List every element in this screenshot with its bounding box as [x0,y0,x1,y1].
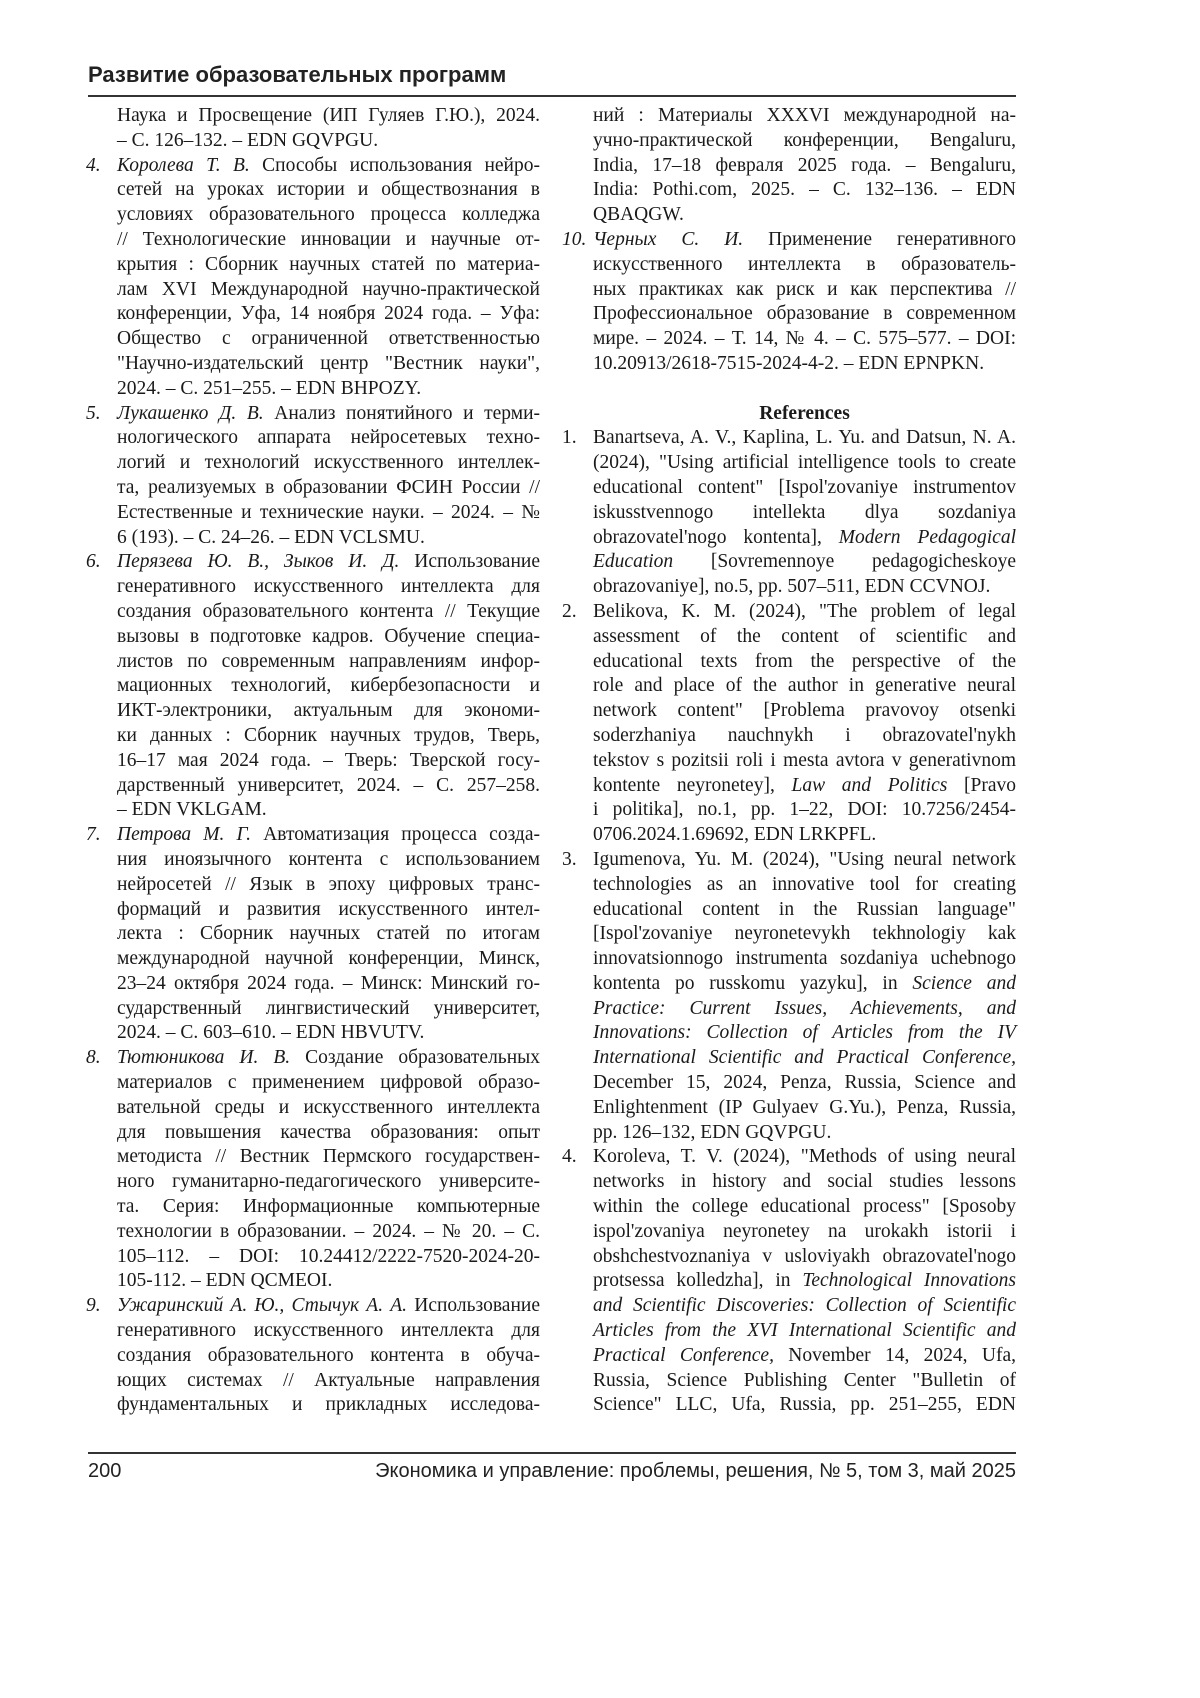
reference-number: 2. [562,600,577,625]
text-line: та, реализуемых в образовании ФСИН России // [117,476,540,501]
text-line: educational content in the Russian language" [593,898,1016,923]
text-line: 23–24 октября 2024 года. – Минск: Минский го- [117,972,540,997]
text-line: 6 (193). – С. 24–26. – EDN VCLSMU. [117,526,540,551]
italic-text: Education [593,551,673,572]
text-line: формаций и развития искусственного интел- [117,898,540,923]
text-line: Banartseva, A. V., Kaplina, L. Yu. and Datsun, N. A. [593,426,1016,451]
right-column [562,104,1062,1418]
text-line: India: Pothi.com, 2025. – С. 132–136. – EDN [593,178,1016,203]
text-line: "Научно-издательский центр "Вестник науки", [117,352,540,377]
text-line: ispol'zovaniya neyronetey na urokakh istorii i [593,1220,1016,1245]
text-line [593,1021,1016,1046]
text-line: Russia, Science Publishing Center "Bulletin of [593,1369,1016,1394]
text-line: технологии в образовании. – 2024. – № 20. – С. [117,1220,540,1245]
header-rule [88,95,1016,97]
reference-entry [86,1294,586,1418]
text-line: создания образовательного контента // Текущие [117,600,540,625]
references-heading: References [593,377,1016,427]
text-line: India, 17–18 февраля 2025 года. – Bengaluru, [593,154,1016,179]
text-line [593,1344,1016,1369]
text-line: technologies as an innovative tool for creating [593,873,1016,898]
italic-text: Practical Conference, [593,1345,774,1366]
reference-number: 8. [86,1046,101,1071]
text-line: фундаментальных и прикладных исследова- [117,1393,540,1418]
text-line [593,550,1016,575]
reference-entry [86,1046,586,1294]
footer-rule [88,1452,1016,1454]
text-line: Koroleva, T. V. (2024), "Methods of using neural [593,1145,1016,1170]
text-line: obrazovaniye], no.5, pp. 507–511, EDN CCVNOJ. [593,575,1016,600]
text-line: ных практиках как риск и как перспектива // [593,278,1016,303]
text-line: дарственный университет, 2024. – С. 257–258. [117,774,540,799]
text-line [593,774,1016,799]
text-line: нологического аппарата нейросетевых техно- [117,426,540,451]
italic-text: Перязева Ю. В., Зыков И. Д. [117,551,399,572]
text-line: мире. – 2024. – Т. 14, № 4. – С. 575–577. – DOI: [593,327,1016,352]
text-line: i politika], no.1, pp. 1–22, DOI: 10.7256/2454- [593,798,1016,823]
reference-entry [86,550,586,823]
italic-text: and Scientific Discoveries: Collection of Scientific [593,1295,1016,1316]
reference-entry [562,848,1062,1146]
text-line [593,1319,1016,1344]
text-segment: [Pravo [947,775,1016,796]
text-line: educational texts from the perspective of the [593,650,1016,675]
text-line: ния иноязычного контента с использованием [117,848,540,873]
text-line: innovatsionnogo instrumenta sozdaniya uchebnogo [593,947,1016,972]
text-line [593,1046,1016,1071]
page-number: 200 [88,1460,121,1483]
text-segment: obrazovatel'nogo kontenta], [593,527,839,548]
text-line: листов по современным направлениям инфор- [117,650,540,675]
text-segment: Способы использования нейро- [250,155,540,176]
reference-entry [562,104,1062,228]
reference-entry [562,426,1062,600]
text-line [117,402,540,427]
text-line: 10.20913/2618-7515-2024-4-2. – EDN EPNPKN. [593,352,1016,377]
text-line: сетей на уроках истории и обществознания в [117,178,540,203]
text-line: международной научной конференции, Минск, [117,947,540,972]
text-line: Belikova, K. M. (2024), "The problem of legal [593,600,1016,625]
text-line: – EDN VKLGAM. [117,798,540,823]
left-column [86,104,586,1418]
text-line [117,1046,540,1071]
text-line: obshchestvoznaniya v usloviyakh obrazovatel'nogo [593,1245,1016,1270]
text-segment: Использование [399,551,540,572]
text-line: ний : Материалы XXXVI международной на- [593,104,1016,129]
text-line: учно-практической конференции, Bengaluru, [593,129,1016,154]
italic-text: Science and [912,973,1016,994]
text-line: pp. 126–132, EDN GQVPGU. [593,1121,1016,1146]
text-line: генеративного искусственного интеллекта для [117,575,540,600]
reference-number: 5. [86,402,101,427]
reference-entry [86,104,586,154]
italic-text: Ужаринский А. Ю., Стычук А. А. [117,1295,407,1316]
reference-number: 9. [86,1294,101,1319]
text-line: ИКТ-электроники, актуальным для экономи- [117,699,540,724]
text-line: tekstov s pozitsii roli i mesta avtora v generativnom [593,749,1016,774]
text-line [117,550,540,575]
text-line: (2024), "Using artificial intelligence tools to create [593,451,1016,476]
text-segment: kontenta po russkomu yazyku], in [593,973,912,994]
text-line: 105-112. – EDN QCMEOI. [117,1269,540,1294]
text-line: лекта : Сборник научных статей по итогам [117,922,540,947]
reference-entry [86,823,586,1046]
text-line: // Технологические инновации и научные от- [117,228,540,253]
italic-text: Practice: Current Issues, Achievements, and [593,998,1016,1019]
text-line: Science" LLC, Ufa, Russia, pp. 251–255, EDN [593,1393,1016,1418]
reference-entry [562,600,1062,848]
reference-entry [86,154,586,402]
text-line [117,1294,540,1319]
text-line: within the college educational process" [Sposoby [593,1195,1016,1220]
text-line [117,823,540,848]
text-line: материалов с применением цифровой образо- [117,1071,540,1096]
text-segment: Автоматизация процесса созда- [251,824,540,845]
text-line: assessment of the content of scientific and [593,625,1016,650]
text-segment: kontente neyronetey], [593,775,792,796]
text-line: Igumenova, Yu. M. (2024), "Using neural network [593,848,1016,873]
reference-number: 4. [86,154,101,179]
italic-text: Петрова М. Г. [117,824,251,845]
italic-text: Тютюникова И. В. [117,1047,290,1068]
text-line: – С. 126–132. – EDN GQVPGU. [117,129,540,154]
text-line: ки данных : Сборник научных трудов, Тверь, [117,724,540,749]
journal-title: Экономика и управление: проблемы, решения, № 5, том 3, май 2025 [375,1460,1016,1483]
reference-number: 7. [86,823,101,848]
running-header: Развитие образовательных программ [88,62,506,88]
text-segment: protsessa kolledzha], in [593,1270,802,1291]
italic-text: International Scientific and Practical Conference, [593,1047,1016,1068]
text-line: soderzhaniya nauchnykh i obrazovatel'nykh [593,724,1016,749]
reference-number: 10. [562,228,586,253]
text-line: вызовы в подготовке кадров. Обучение специа- [117,625,540,650]
text-segment: November 14, 2024, Ufa, [774,1345,1016,1366]
reference-number: 4. [562,1145,577,1170]
text-line: создания образовательного контента в обуча- [117,1344,540,1369]
text-line: лам XVI Международной научно-практической [117,278,540,303]
text-line [593,972,1016,997]
text-line: role and place of the author in generative neural [593,674,1016,699]
text-line: ного гуманитарно-педагогического университе- [117,1170,540,1195]
reference-number: 1. [562,426,577,451]
text-line: методиста // Вестник Пермского государствен- [117,1145,540,1170]
italic-text: Law and Politics [792,775,948,796]
italic-text: Королева Т. В. [117,155,250,176]
text-line: ющих системах // Актуальные направления [117,1369,540,1394]
text-line: искусственного интеллекта в образователь- [593,253,1016,278]
text-line [593,1294,1016,1319]
text-line: генеративного искусственного интеллекта для [117,1319,540,1344]
italic-text: Черных С. И. [593,229,743,250]
reference-entry [562,228,1062,377]
text-line: конференции, Уфа, 14 ноября 2024 года. – Уфа: [117,302,540,327]
text-line [593,526,1016,551]
text-line [593,997,1016,1022]
text-line: 2024. – С. 251–255. – EDN BHPOZY. [117,377,540,402]
text-line: 105–112. – DOI: 10.24412/2222-7520-2024-20- [117,1245,540,1270]
text-line [593,228,1016,253]
text-line: 16–17 мая 2024 года. – Тверь: Тверской госу- [117,749,540,774]
reference-number: 6. [86,550,101,575]
text-segment: Анализ понятийного и терми- [264,403,540,424]
text-line: крытия : Сборник научных статей по материа- [117,253,540,278]
text-line [593,1269,1016,1294]
text-line: для повышения качества образования: опыт [117,1121,540,1146]
italic-text: Modern Pedagogical [839,527,1016,548]
text-line: QBAQGW. [593,203,1016,228]
text-line: network content" [Problema pravovoy otsenki [593,699,1016,724]
text-line: условиях образовательного процесса колледжа [117,203,540,228]
text-line: нейросетей // Язык в эпоху цифровых транс- [117,873,540,898]
text-line: Общество с ограниченной ответственностью [117,327,540,352]
text-line: iskusstvennogo intellekta dlya sozdaniya [593,501,1016,526]
text-line: 0706.2024.1.69692, EDN LRKPFL. [593,823,1016,848]
text-line: 2024. – С. 603–610. – EDN HBVUTV. [117,1021,540,1046]
text-line: Наука и Просвещение (ИП Гуляев Г.Ю.), 2024. [117,104,540,129]
reference-number: 3. [562,848,577,873]
text-line: [Ispol'zovaniye neyronetevykh tekhnologiy kak [593,922,1016,947]
text-line: Профессиональное образование в современном [593,302,1016,327]
italic-text: Technological Innovations [802,1270,1016,1291]
text-segment: Использование [407,1295,540,1316]
text-line: educational content" [Ispol'zovaniye instrumentov [593,476,1016,501]
text-line: сударственный лингвистический университет, [117,997,540,1022]
reference-entry [562,1145,1062,1418]
text-line: вательной среды и искусственного интеллекта [117,1096,540,1121]
text-line: Enlightenment (IP Gulyaev G.Yu.), Penza, Russia, [593,1096,1016,1121]
text-segment: [Sovremennoye pedagogicheskoye [673,551,1016,572]
text-line: мационных технологий, кибербезопасности и [117,674,540,699]
text-segment: Создание образовательных [290,1047,540,1068]
text-line: networks in history and social studies lessons [593,1170,1016,1195]
text-line: логий и технологий искусственного интеллек- [117,451,540,476]
italic-text: Articles from the XVI International Scientific and [593,1320,1016,1341]
italic-text: Лукашенко Д. В. [117,403,264,424]
reference-entry [86,402,586,551]
text-line: December 15, 2024, Penza, Russia, Science and [593,1071,1016,1096]
text-line [117,154,540,179]
text-segment: Применение генеративного [743,229,1016,250]
italic-text: Innovations: Collection of Articles from the IV [593,1022,1016,1043]
text-line: Естественные и технические науки. – 2024. – № [117,501,540,526]
text-line: та. Серия: Информационные компьютерные [117,1195,540,1220]
